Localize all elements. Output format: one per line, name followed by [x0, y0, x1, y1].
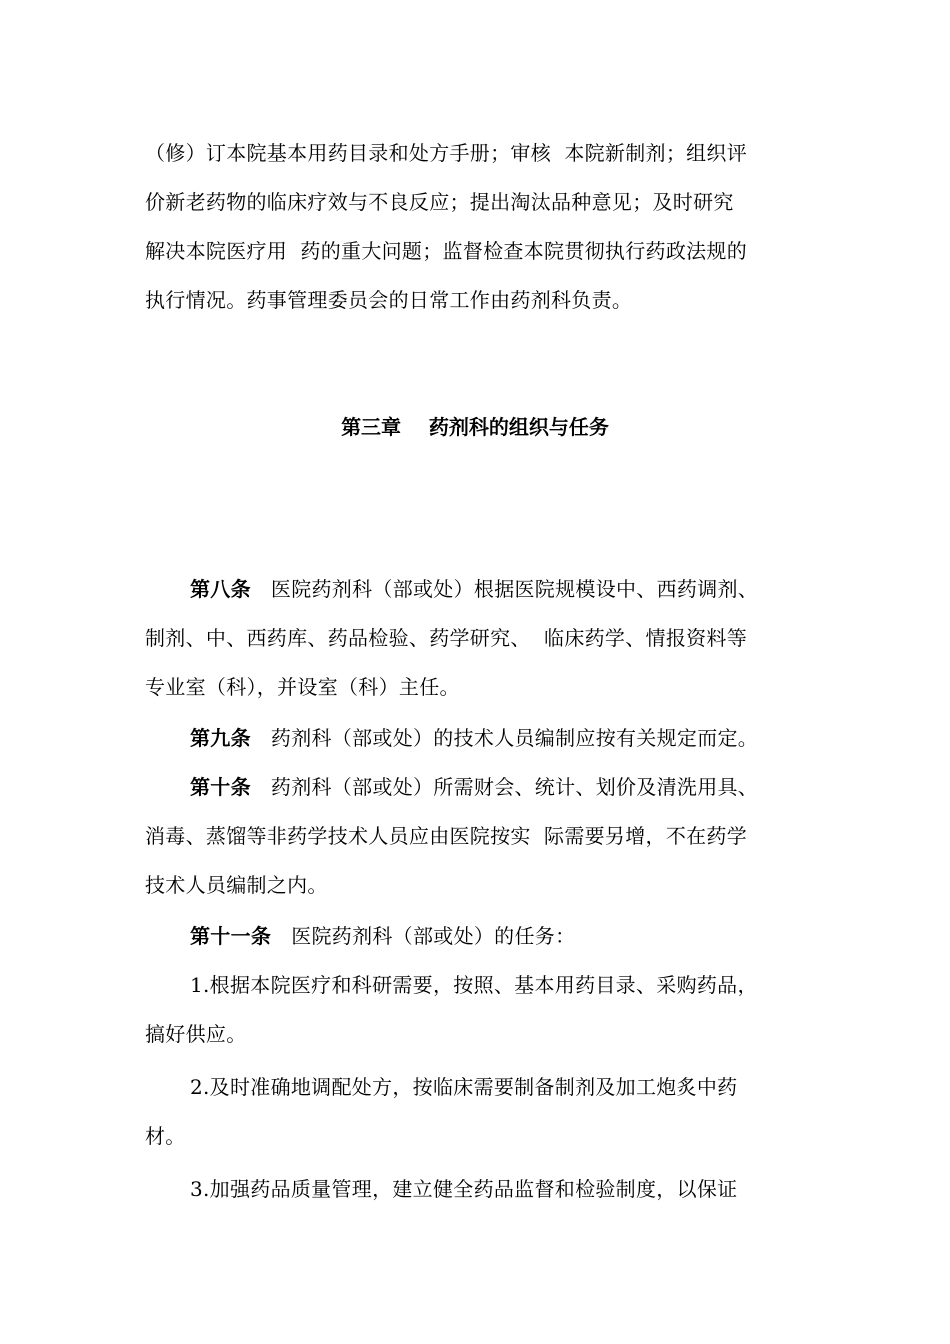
article-11-label: 第十一条 — [190, 924, 272, 948]
article-11-text-1: 医院药剂科（部或处）的任务： — [291, 924, 576, 948]
article-11-line-1 — [190, 922, 890, 950]
task-1-line-1: 1.根据本院医疗和科研需要，按照、基本用药目录、采购药品， — [190, 973, 758, 997]
article-9-line-1 — [190, 724, 890, 752]
article-9-label: 第九条 — [190, 726, 251, 750]
article-8-line-3: 专业室（科），并设室（科）主任。 — [145, 675, 460, 699]
article-8-line-1 — [190, 575, 890, 603]
article-9-text-1: 药剂科（部或处）的技术人员编制应按有关规定而定。 — [270, 726, 759, 750]
intro-line-1: （修）订本院基本用药目录和处方手册；审核 本院新制剂；组织评 — [145, 141, 748, 165]
task-2-line-1: 2.及时准确地调配处方，按临床需要制备制剂及加工炮炙中药 — [190, 1075, 738, 1099]
intro-line-3: 解决本院医疗用 药的重大问题；监督检查本院贯彻执行药政法规的 — [145, 239, 748, 263]
task-1-line-2: 搞好供应。 — [145, 1022, 247, 1046]
task-3-line-1: 3.加强药品质量管理，建立健全药品监督和检验制度，以保证 — [190, 1177, 738, 1201]
article-8-line-2: 制剂、中、西药库、药品检验、药学研究、 临床药学、情报资料等 — [145, 626, 748, 650]
article-8-label: 第八条 — [190, 577, 251, 601]
article-10-line-1 — [190, 773, 890, 801]
task-2-line-2: 材。 — [145, 1124, 186, 1148]
article-10-label: 第十条 — [190, 775, 251, 799]
article-10-line-2: 消毒、蒸馏等非药学技术人员应由医院按实 际需要另增，不在药学 — [145, 824, 748, 848]
article-8-text-1: 医院药剂科（部或处）根据医院规模设中、西药调剂、 — [270, 577, 759, 601]
article-10-text-1: 药剂科（部或处）所需财会、统计、划价及清洗用具、 — [270, 775, 759, 799]
article-10-line-3: 技术人员编制之内。 — [145, 873, 328, 897]
intro-line-4: 执行情况。药事管理委员会的日常工作由药剂科负责。 — [145, 288, 633, 312]
intro-line-2: 价新老药物的临床疗效与不良反应；提出淘汰品种意见；及时研究 — [145, 190, 734, 214]
chapter-heading: 第三章 药剂科的组织与任务 — [341, 415, 609, 439]
